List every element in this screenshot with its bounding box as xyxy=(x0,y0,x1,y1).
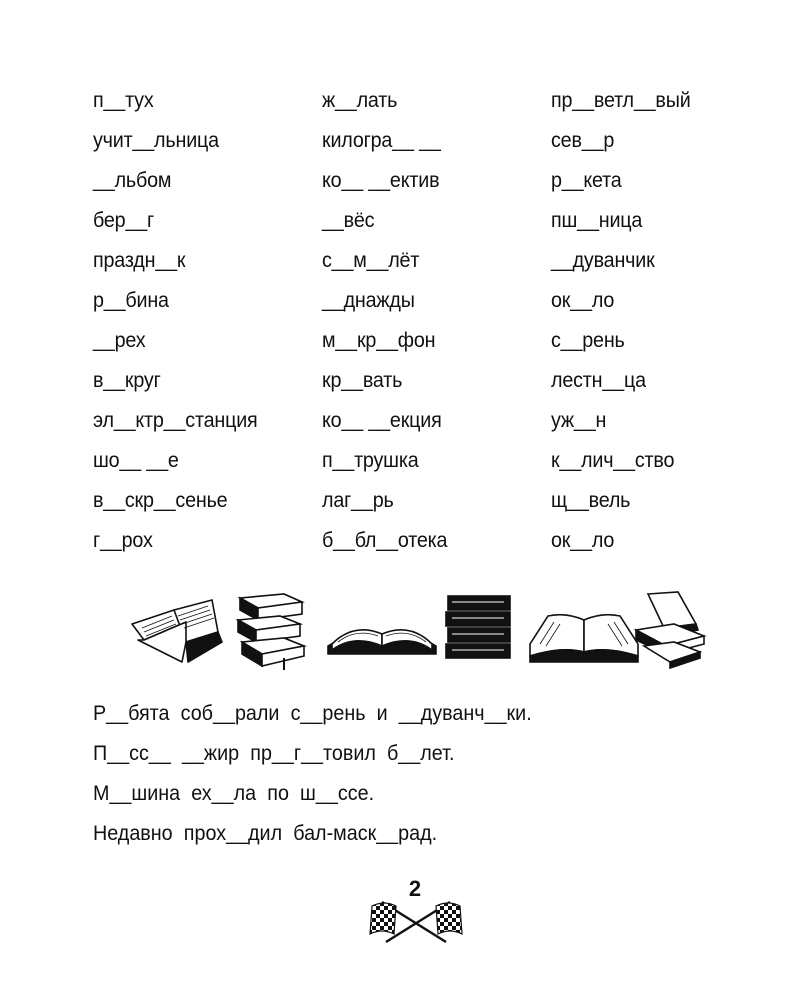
book-stack-icon xyxy=(238,594,304,670)
word-exercise-grid xyxy=(93,88,751,568)
word-item: р__бина xyxy=(93,289,169,312)
word-item: в__круг xyxy=(93,369,161,392)
word-item: лаг__рь xyxy=(322,489,394,512)
word-item: уж__н xyxy=(551,409,607,432)
word-item: п__тух xyxy=(93,89,154,112)
sentence-exercises xyxy=(93,700,560,860)
word-item: __рех xyxy=(93,329,146,352)
word-item: килогра__ __ xyxy=(322,129,441,152)
closed-books-stack-icon xyxy=(446,596,510,658)
sentence-item: М__шина ех__ла по ш__ссе. xyxy=(93,782,375,805)
sentence-item: Недавно прох__дил бал-маск__рад. xyxy=(93,822,438,845)
word-item: сев__р xyxy=(551,129,615,152)
word-item: праздн__к xyxy=(93,249,186,272)
word-item: с__м__лёт xyxy=(322,249,420,272)
word-item: шо__ __е xyxy=(93,449,179,472)
word-item: ж__лать xyxy=(322,89,398,112)
word-item: эл__ктр__станция xyxy=(93,409,258,432)
books-illustration-strip xyxy=(128,590,708,670)
word-item: ко__ __ектив xyxy=(322,169,440,192)
page-number: 2 xyxy=(408,876,422,901)
open-book-icon xyxy=(530,615,638,662)
word-item: пш__ница xyxy=(551,209,643,232)
word-item: __льбом xyxy=(93,169,172,192)
tilted-books-icon xyxy=(636,592,704,668)
word-column-3 xyxy=(551,88,751,568)
word-item: м__кр__фон xyxy=(322,329,436,352)
sentence-item: Р__бята соб__рали с__рень и __дуванч__ки. xyxy=(93,702,532,725)
word-item: б__бл__отека xyxy=(322,529,448,552)
sentence-item: П__сс__ __жир пр__г__товил б__лет. xyxy=(93,742,455,765)
word-item: лестн__ца xyxy=(551,369,646,392)
word-item: р__кета xyxy=(551,169,622,192)
open-book-icon xyxy=(132,600,222,662)
word-item: г__рох xyxy=(93,529,153,552)
word-item: ко__ __екция xyxy=(322,409,442,432)
word-item: __дуванчик xyxy=(551,249,655,272)
word-item: п__трушка xyxy=(322,449,419,472)
word-item: __днажды xyxy=(322,289,415,312)
word-column-1 xyxy=(93,88,322,568)
word-item: щ__вель xyxy=(551,489,631,512)
word-item: с__рень xyxy=(551,329,625,352)
word-item: в__скр__сенье xyxy=(93,489,228,512)
open-book-flat-icon xyxy=(328,630,436,654)
word-item: к__лич__ство xyxy=(551,449,675,472)
word-item: ок__ло xyxy=(551,289,615,312)
word-item: бер__г xyxy=(93,209,155,232)
checkered-flags-icon xyxy=(368,898,464,946)
word-item: кр__вать xyxy=(322,369,403,392)
word-item: пр__ветл__вый xyxy=(551,89,691,112)
word-column-2 xyxy=(322,88,551,568)
word-item: __вёс xyxy=(322,209,375,232)
word-item: учит__льница xyxy=(93,129,219,152)
word-item: ок__ло xyxy=(551,529,615,552)
